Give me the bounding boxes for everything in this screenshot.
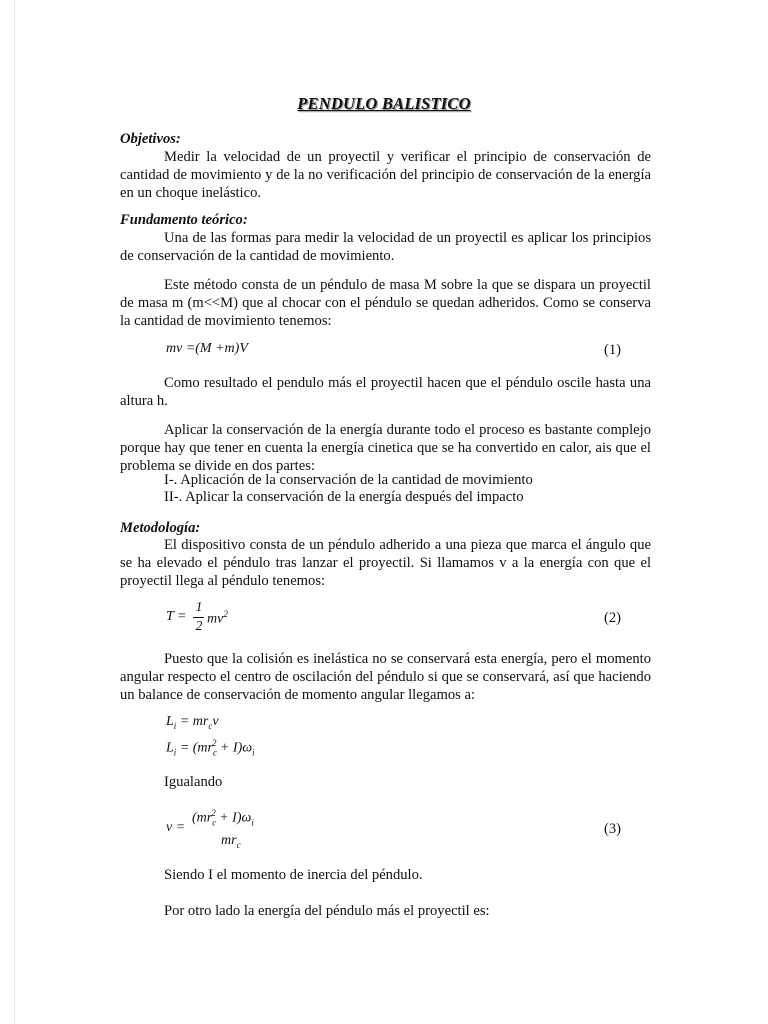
metodologia-paragraph-2 [120, 650, 651, 704]
list-item-1: I-. Aplicación de la conservación de la cantidad de movimiento [164, 472, 533, 488]
equation-L2-tail-sub: i [252, 747, 255, 758]
equation-2-denominator: 2 [195, 618, 203, 633]
equation-3-lhs: v = [166, 820, 186, 835]
equation-3-top-tail-sub: i [251, 817, 254, 828]
equation-L2-rhs: = (mr [176, 740, 213, 756]
equation-1-number: (1) [604, 342, 622, 358]
equation-L2 [166, 738, 255, 757]
equation-3-top-text: (mr [192, 810, 213, 826]
fundamento-paragraph-2 [120, 276, 651, 330]
metodologia-p3-text: Siendo I el momento de inercia del péndulo. [164, 867, 423, 883]
equation-2-rhs [207, 609, 228, 628]
equation-3-top-exponent: 2 [211, 808, 216, 818]
equation-3-top-tail: + I)ω [215, 810, 252, 826]
equation-L1-tail: v [212, 714, 219, 729]
equation-L2-rhs-sub: c [212, 747, 217, 758]
equation-L2-sub: i [173, 747, 177, 758]
equation-3-bot-sub: c [236, 839, 241, 850]
equation-L1-sub: i [173, 720, 177, 731]
fundamento-p4-text: Aplicar la conservación de la energía durante todo el proceso es bastante complejo porque hay que tener en cuenta la energía cinetica que se ha convertido en calor, ais que el problema se divide en dos partes: [120, 422, 651, 474]
equation-L2-exponent: 2 [211, 738, 217, 748]
equation-3-number: (3) [604, 821, 622, 837]
fundamento-p3-text: Como resultado el pendulo más el proyectil hacen que el péndulo oscile hasta una altura h. [120, 375, 651, 409]
equation-L2-symbol: L [166, 740, 174, 756]
fundamento-paragraph-4 [120, 421, 651, 475]
fundamento-paragraph-1 [120, 229, 651, 265]
equation-2-numerator: 1 [195, 599, 203, 614]
equation-3-numerator [192, 808, 254, 827]
objetivos-paragraph [120, 148, 651, 202]
equation-2-number: (2) [604, 610, 622, 626]
page-edge-line [14, 0, 15, 1024]
fundamento-p1-text: Una de las formas para medir la velocidad de un proyectil es aplicar los principios de conservación de la cantidad de movimiento. [120, 230, 651, 264]
metodologia-paragraph-1 [120, 536, 651, 590]
equation-L2-tail: + I)ω [216, 740, 253, 756]
fundamento-p2-text: Este método consta de un péndulo de masa M sobre la que se dispara un proyectil de masa m (m<<M) que al chocar con el péndulo se quedan adheridos. Como se conserva la cantidad de movimiento tenemos: [120, 277, 651, 329]
metodologia-heading: Metodología: [120, 520, 201, 536]
equation-1: mv =(M +m)V [166, 341, 248, 356]
fundamento-paragraph-3 [120, 374, 651, 410]
metodologia-p4-text: Por otro lado la energía del péndulo más el proyectil es: [164, 903, 490, 919]
equation-L1-rhs: = mr [176, 714, 209, 729]
equation-L1-symbol: L [166, 714, 174, 729]
equation-2-exponent: 2 [223, 609, 228, 619]
igualando-text: Igualando [164, 774, 223, 790]
objetivos-heading: Objetivos: [120, 131, 181, 147]
list-item-2: II-. Aplicar la conservación de la energía después del impacto [164, 489, 524, 505]
equation-3-bot-text: mr [221, 833, 237, 848]
equation-L1-rhs-sub: c [208, 720, 213, 731]
fundamento-heading: Fundamento teórico: [120, 212, 248, 228]
equation-2-lhs: T = [166, 609, 187, 624]
equation-3-top-sub: c [212, 817, 217, 828]
equation-3-denominator [221, 833, 241, 850]
metodologia-p2-text: Puesto que la colisión es inelástica no se conservará esta energía, pero el momento angular respecto el centro de oscilación del péndulo si que se conservará, así que haciendo un balance de conservación de momento angular llegamos a: [120, 651, 651, 703]
equation-L1 [166, 714, 219, 731]
document-title: PENDULO BALISTICO [297, 94, 471, 113]
metodologia-p1-text: El dispositivo consta de un péndulo adherido a una pieza que marca el ángulo que se ha elevado el péndulo tras lanzar el proyectil. Si llamamos v a la energía con que el proyectil llega al péndulo tenemos: [120, 537, 651, 589]
objetivos-text: Medir la velocidad de un proyectil y verificar el principio de conservación de cantidad de movimiento y de la no verificación del principio de conservación de la energía en un choque inelástico. [120, 149, 651, 201]
equation-2-rhs-text: mv [207, 611, 224, 627]
